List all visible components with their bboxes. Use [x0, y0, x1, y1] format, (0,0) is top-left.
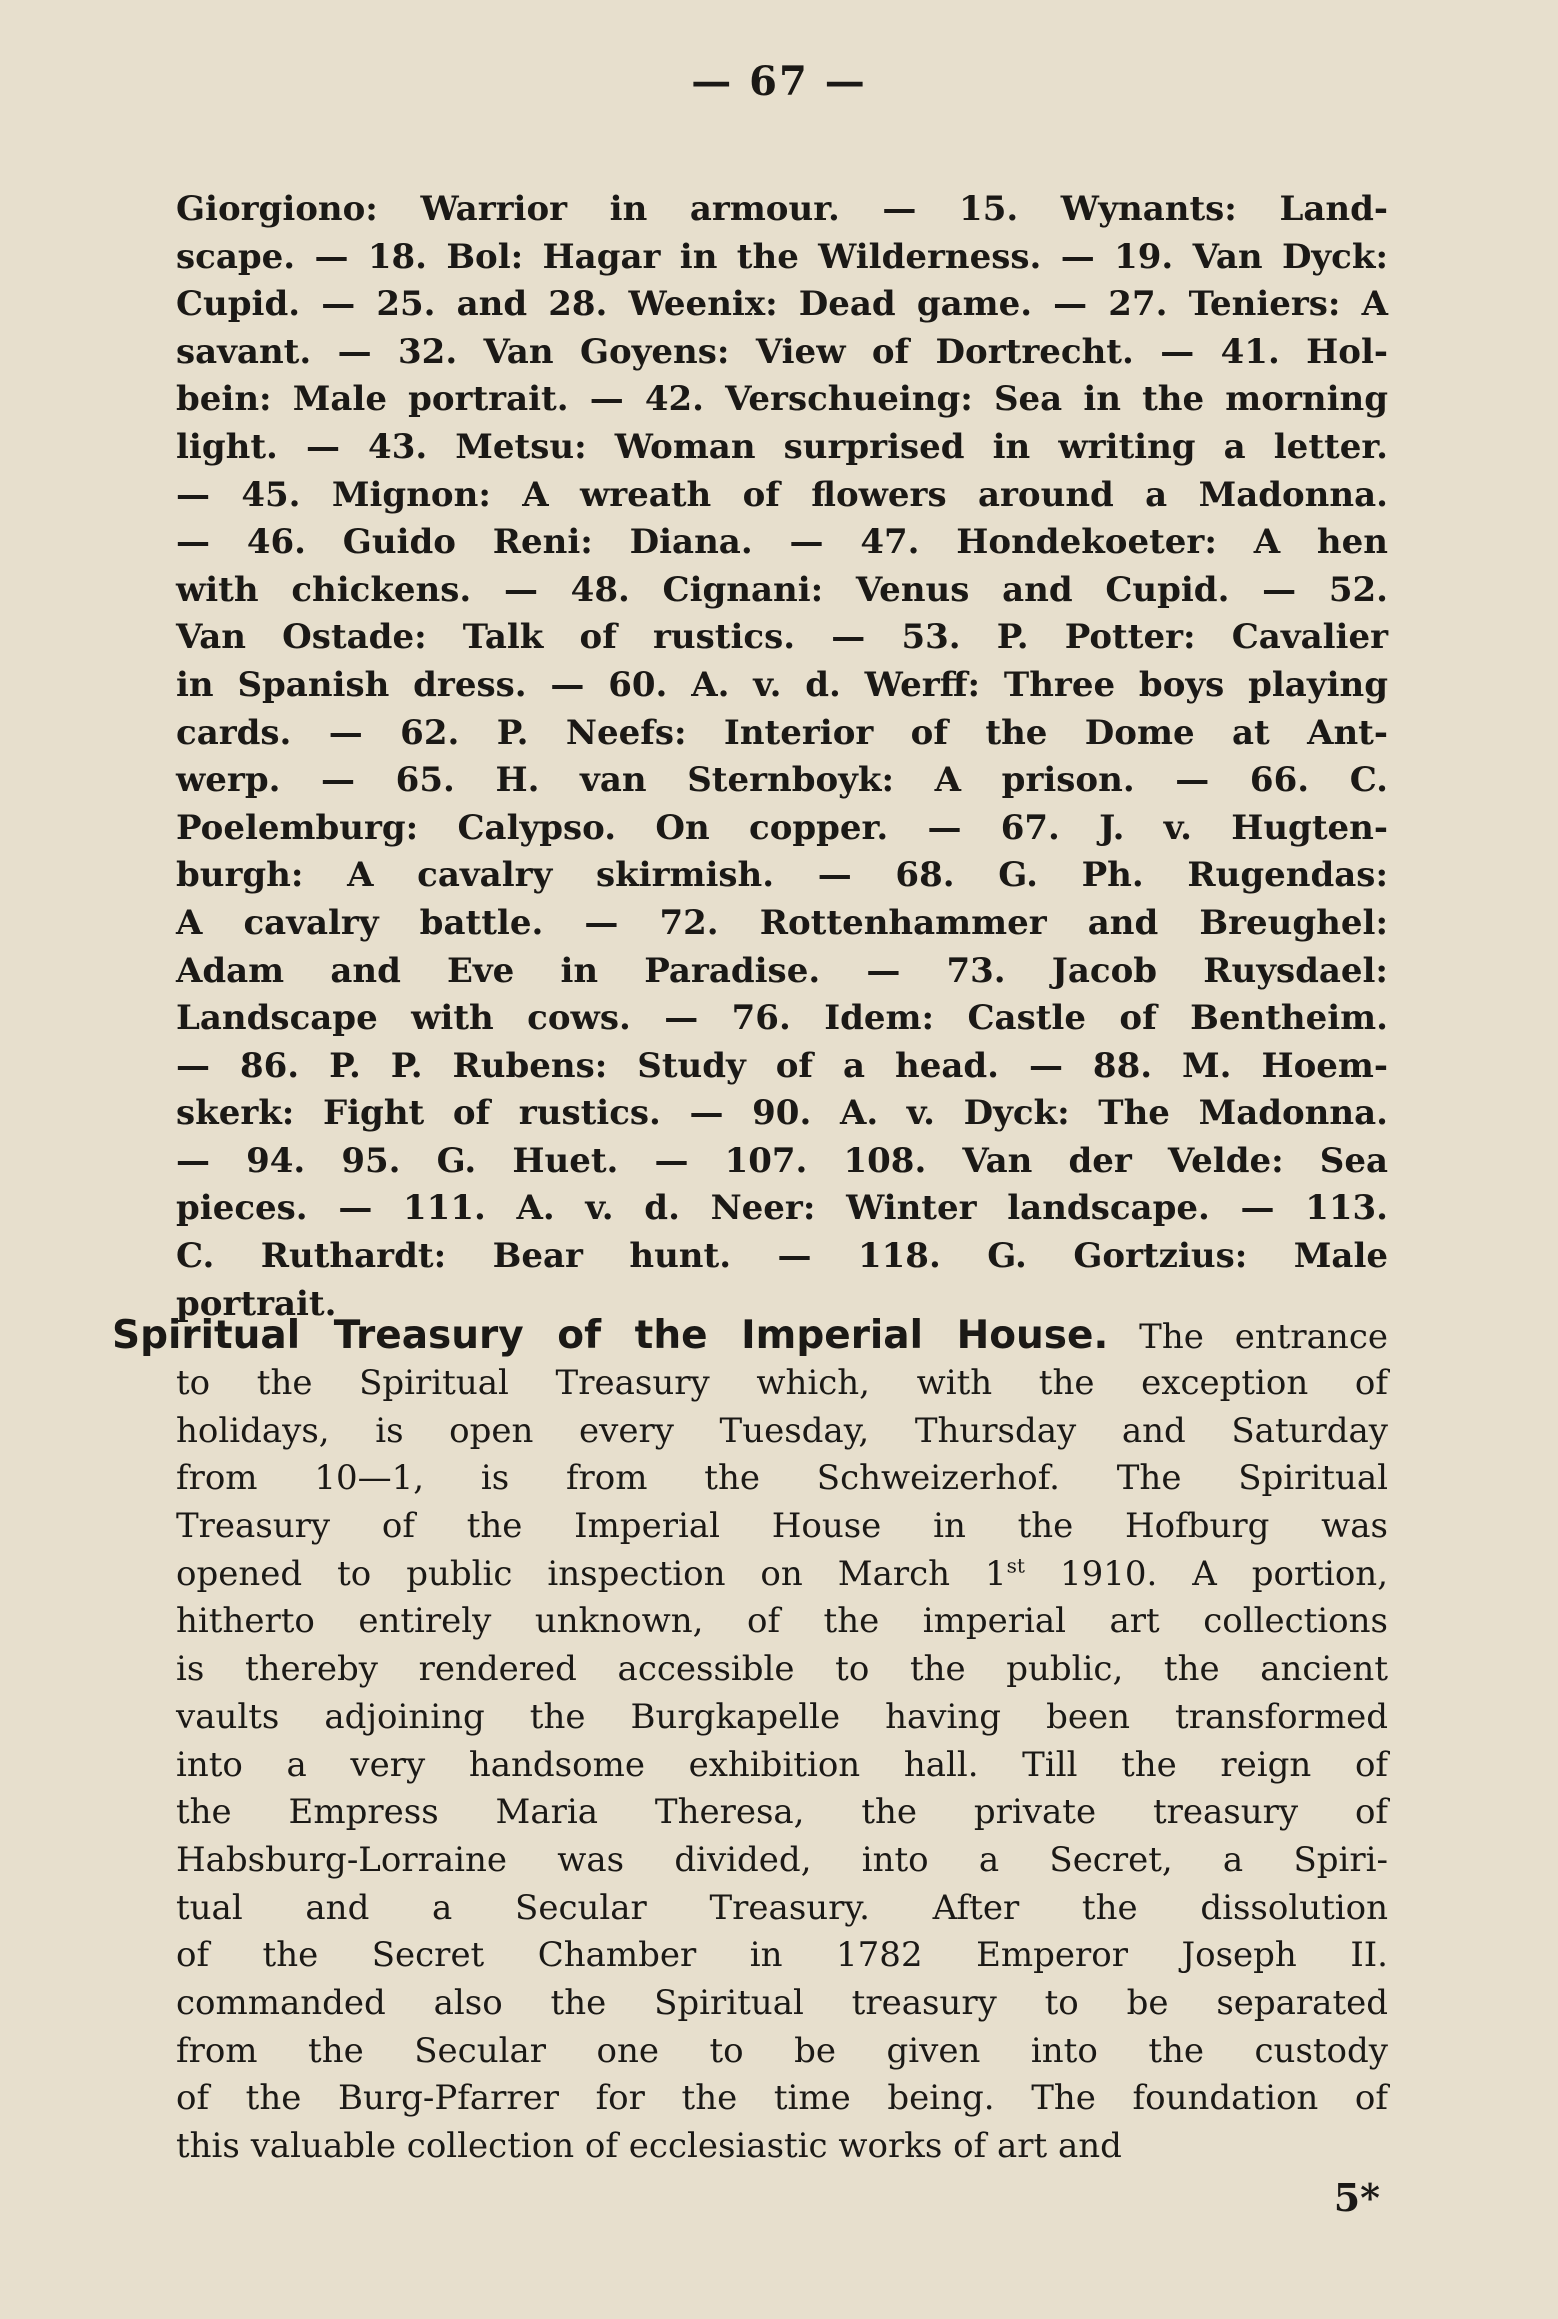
text-line: Adam and Eve in Paradise. — 73. Jacob Ruysdael:	[176, 950, 1388, 991]
text-line: scape. — 18. Bol: Hagar in the Wilderness. — 19. Van Dyck:	[176, 236, 1388, 277]
text-line: werp. — 65. H. van Sternboyk: A prison. — 66. C.	[176, 760, 1388, 801]
text-line: Van Ostade: Talk of rustics. — 53. P. Potter: Cavalier	[176, 617, 1388, 658]
text-line: — 46. Guido Reni: Diana. — 47. Hondekoeter: A hen	[176, 522, 1388, 563]
text-line: with chickens. — 48. Cignani: Venus and Cupid. — 52.	[176, 569, 1388, 610]
section-paragraph	[176, 1360, 1388, 2171]
ordinal-suffix: st	[1006, 1553, 1025, 1578]
text-line: from 10—1, is from the Schweizerhof. The Spiritual	[176, 1458, 1388, 1499]
text-line: A cavalry battle. — 72. Rottenhammer and Breughel:	[176, 902, 1388, 943]
text-line: vaults adjoining the Burgkapelle having been transformed	[176, 1696, 1388, 1737]
text-line: cards. — 62. P. Neefs: Interior of the Dome at Ant-	[176, 712, 1388, 753]
catalogue-paragraph	[176, 186, 1388, 1328]
text-line: pieces. — 111. A. v. d. Neer: Winter landscape. — 113.	[176, 1188, 1388, 1229]
text-line: holidays, is open every Tuesday, Thursday and Saturday	[176, 1410, 1388, 1451]
text-line: this valuable collection of ecclesiastic works of art and	[176, 2126, 1122, 2166]
text-line: into a very handsome exhibition hall. Till the reign of	[176, 1744, 1388, 1785]
text-line: is thereby rendered accessible to the public, the ancient	[176, 1649, 1388, 1690]
text-line: Giorgiono: Warrior in armour. — 15. Wynants: Land-	[176, 189, 1388, 229]
text-line: in Spanish dress. — 60. A. v. d. Werff: Three boys playing	[176, 664, 1388, 705]
text-line: of the Burg-Pfarrer for the time being. The foundation of	[176, 2078, 1388, 2119]
text-line: Cupid. — 25. and 28. Weenix: Dead game. — 27. Teniers: A	[176, 284, 1388, 325]
text-line: — 86. P. P. Rubens: Study of a head. — 88. M. Hoem-	[176, 1045, 1388, 1086]
text-line: burgh: A cavalry skirmish. — 68. G. Ph. Rugendas:	[176, 855, 1388, 896]
section-heading-line	[112, 1312, 1388, 1360]
text-line: C. Ruthardt: Bear hunt. — 118. G. Gortzius: Male	[176, 1236, 1388, 1277]
text-line: Landscape with cows. — 76. Idem: Castle of Bentheim.	[176, 998, 1388, 1039]
signature-mark: 5*	[1333, 2175, 1380, 2220]
text-line: the Empress Maria Theresa, the private treasury of	[176, 1792, 1388, 1833]
page-number: — 67 —	[691, 58, 867, 105]
text-line-opened	[176, 1551, 1388, 1599]
text-line: of the Secret Chamber in 1782 Emperor Joseph II.	[176, 1935, 1388, 1976]
text-line: bein: Male portrait. — 42. Verschueing: Sea in the morning	[176, 379, 1388, 420]
opened-text-after: 1910. A portion,	[1024, 1553, 1388, 1594]
text-line: from the Secular one to be given into the custody	[176, 2030, 1388, 2071]
section-title: Spiritual Treasury of the Imperial House.	[112, 1313, 1109, 1358]
text-line: — 45. Mignon: A wreath of flowers around a Madonna.	[176, 474, 1388, 515]
text-line: — 94. 95. G. Huet. — 107. 108. Van der Velde: Sea	[176, 1140, 1388, 1181]
text-line: to the Spiritual Treasury which, with the exception of	[176, 1363, 1388, 1403]
text-line: commanded also the Spiritual treasury to be separated	[176, 1982, 1388, 2023]
text-line: Treasury of the Imperial House in the Hofburg was	[176, 1506, 1388, 1547]
text-line: light. — 43. Metsu: Woman surprised in writing a letter.	[176, 426, 1388, 467]
opened-text-before: opened to public inspection on March 1	[176, 1553, 1007, 1594]
text-line: hitherto entirely unknown, of the imperial art collections	[176, 1601, 1388, 1642]
text-line: savant. — 32. Van Goyens: View of Dortrecht. — 41. Hol-	[176, 331, 1388, 372]
text-line: Habsburg-Lorraine was divided, into a Secret, a Spiri-	[176, 1839, 1388, 1880]
text-line: portrait.	[176, 1283, 337, 1324]
text-line: skerk: Fight of rustics. — 90. A. v. Dyck: The Madonna.	[176, 1093, 1388, 1134]
text-line: Poelemburg: Calypso. On copper. — 67. J. v. Hugten-	[176, 807, 1388, 848]
text-line: tual and a Secular Treasury. After the dissolution	[176, 1887, 1388, 1928]
section-first-line-text: The entrance	[1139, 1317, 1388, 1357]
